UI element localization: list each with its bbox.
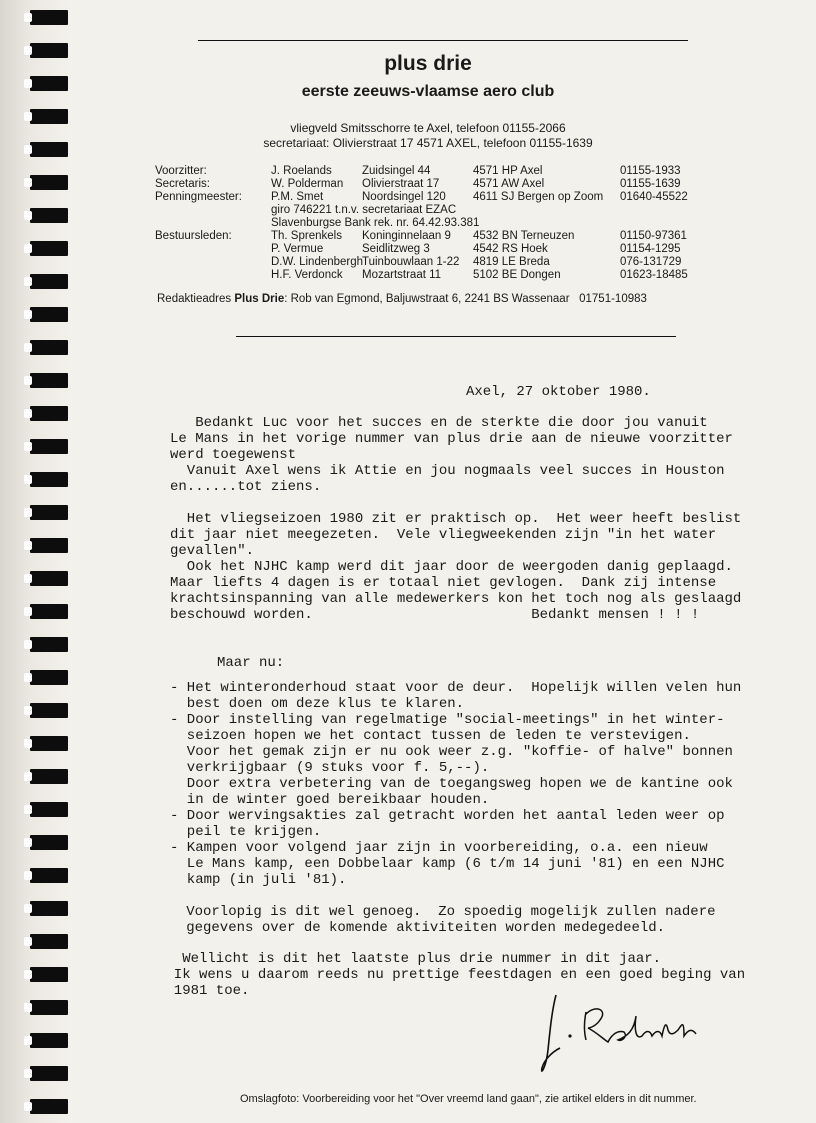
binding-ring <box>30 967 68 982</box>
board-role: Voorzitter: <box>155 165 207 177</box>
binding-ring <box>30 307 68 322</box>
board-member-postal-city: 5102 BE Dongen <box>473 269 561 281</box>
board-member-phone: 01155-1639 <box>620 178 681 190</box>
board-member-postal-city: 4532 BN Terneuzen <box>473 230 575 242</box>
board-member-postal-city: 4571 HP Axel <box>473 165 543 177</box>
binding-ring <box>30 571 68 586</box>
binding-ring <box>30 43 68 58</box>
board-member-name: W. Polderman <box>271 178 344 190</box>
board-member-name: H.F. Verdonck <box>271 269 343 281</box>
binding-ring <box>30 637 68 652</box>
board-member-name: P. Vermue <box>271 243 324 255</box>
binding-ring <box>30 736 68 751</box>
binding-ring <box>30 175 68 190</box>
magazine-title: plus drie <box>384 52 472 75</box>
spiral-binding <box>0 0 70 1123</box>
board-member-name: D.W. Lindenbergh <box>271 256 364 268</box>
board-role: Bestuursleden: <box>155 230 232 242</box>
board-member-phone: 076-131729 <box>620 256 682 268</box>
board-list <box>155 165 715 285</box>
letter-date: Axel, 27 oktober 1980. <box>466 384 651 400</box>
editorial-magazine: Plus Drie <box>234 293 285 305</box>
binding-ring <box>30 1033 68 1048</box>
binding-ring <box>30 274 68 289</box>
board-member-phone: 01640-45522 <box>620 191 688 203</box>
binding-ring <box>30 10 68 25</box>
editorial-address <box>157 293 647 305</box>
board-member-postal-city: 4611 SJ Bergen op Zoom <box>473 191 604 203</box>
binding-ring <box>30 802 68 817</box>
header-bottom-rule <box>236 336 676 337</box>
signature <box>538 990 698 1085</box>
binding-ring <box>30 703 68 718</box>
binding-ring <box>30 142 68 157</box>
board-member-name: Slavenburgse Bank rek. nr. 64.42.93.381 <box>271 217 480 229</box>
board-member-street: Seidlitzweg 3 <box>362 243 430 255</box>
airfield-address: vliegveld Smitsschorre te Axel, telefoon 01155-2066 <box>290 121 566 135</box>
binding-ring <box>30 1000 68 1015</box>
board-role: Secretaris: <box>155 178 210 190</box>
board-member-street: Mozartstraat 11 <box>362 269 442 281</box>
letter-plans-list: - Het winteronderhoud staat voor de deur. Hopelijk willen velen hun best doen om deze klus te klaren. - Door instelling van regelmatige "social-meetings" in het winter- seizoen hopen we het contact tussen de leden te verstevigen. Voor het gemak zijn er nu ook weer z.g. "koffie- of halve" bonnen verkrijgbaar (9 stuks voor f. 5,--). Door extra verbetering van de toegangsweg hopen we de kantine ook in de winter goed bereikbaar houden. - Door wervingsakties zal getracht worden het aantal leden weer op peil te krijgen. - Kampen voor volgend jaar zijn in voorbereiding, o.a. een nieuw Le Mans kamp, een Dobbelaar kamp (6 t/m 14 juni '81) en een NJHC kamp (in juli '81). <box>170 680 742 888</box>
binding-ring <box>30 1066 68 1081</box>
secretariat-address: secretariaat: Olivierstraat 17 4571 AXEL, telefoon 01155-1639 <box>263 136 593 150</box>
board-member-street: Olivierstraat 17 <box>362 178 440 190</box>
binding-ring <box>30 538 68 553</box>
board-role: Penningmeester: <box>155 191 242 203</box>
board-member-postal-city: 4819 LE Breda <box>473 256 550 268</box>
binding-ring <box>30 373 68 388</box>
editorial-label: Redaktieadres <box>157 293 232 305</box>
binding-ring <box>30 472 68 487</box>
binding-ring <box>30 604 68 619</box>
letter-paragraph-enough: Voorlopig is dit wel genoeg. Zo spoedig mogelijk zullen nadere gegevens over de komende aktiviteiten worden medegedeeld. <box>186 904 716 936</box>
board-member-phone: 01150-97361 <box>620 230 687 242</box>
board-member-street: Noordsingel 120 <box>362 191 446 203</box>
board-member-street: Tuinbouwlaan 1-22 <box>362 256 460 268</box>
binding-ring <box>30 208 68 223</box>
binding-ring <box>30 340 68 355</box>
board-member-postal-city: 4571 AW Axel <box>473 178 545 190</box>
editorial-phone: 01751-10983 <box>579 293 647 305</box>
binding-ring <box>30 934 68 949</box>
board-member-street: Koninginnelaan 9 <box>362 230 451 242</box>
binding-ring <box>30 439 68 454</box>
board-member-phone: 01623-18485 <box>620 269 688 281</box>
board-member-postal-city: 4542 RS Hoek <box>473 243 548 255</box>
letter-paragraph-thanks: Bedankt Luc voor het succes en de sterkte die door jou vanuit Le Mans in het vorige nummer van plus drie aan de nieuwe voorzitter werd toegewenst Vanuit Axel wens ik Attie en jou nogmaals veel succes in Houston en......tot ziens. <box>170 415 733 495</box>
board-member-name: J. Roelands <box>271 165 332 177</box>
letter-paragraph-greetings: Wellicht is dit het laatste plus drie nummer in dit jaar. Ik wens u daarom reeds nu prettige feestdagen en een goed beging van 1981 toe. <box>173 951 746 999</box>
binding-ring <box>30 901 68 916</box>
letter-maar-nu: Maar nu: <box>217 655 285 671</box>
club-name: eerste zeeuws-vlaamse aero club <box>301 83 555 100</box>
binding-ring <box>30 769 68 784</box>
binding-ring <box>30 76 68 91</box>
binding-ring <box>30 835 68 850</box>
binding-ring <box>30 241 68 256</box>
board-member-name: P.M. Smet <box>271 191 324 203</box>
board-member-phone: 01155-1933 <box>620 165 681 177</box>
board-member-name: Th. Sprenkels <box>271 230 342 242</box>
cover-photo-caption: Omslagfoto: Voorbereiding voor het "Over vreemd land gaan", zie artikel elders in dit nummer. <box>240 1093 697 1105</box>
board-member-street: Zuidsingel 44 <box>362 165 431 177</box>
top-rule <box>198 40 688 41</box>
binding-ring <box>30 406 68 421</box>
board-member-phone: 01154-1295 <box>620 243 681 255</box>
binding-ring <box>30 868 68 883</box>
binding-ring <box>30 109 68 124</box>
board-member-name: giro 746221 t.n.v. secretariaat EZAC <box>271 204 457 216</box>
editorial-address-text: : Rob van Egmond, Baljuwstraat 6, 2241 BS Wassenaar <box>284 293 570 305</box>
binding-ring <box>30 670 68 685</box>
letter-paragraph-season: Het vliegseizoen 1980 zit er praktisch op. Het weer heeft beslist dit jaar niet meegezeten. Vele vliegweekenden zijn "in het water gevallen". Ook het NJHC kamp werd dit jaar door de weergoden danig geplaagd. Maar liefts 4 dagen is er totaal niet gevlogen. Dank zij intense krachtsinspanning van alle medewerkers kon het toch nog als geslaagd beschouwd worden. Bedankt mensen ! ! ! <box>170 511 742 623</box>
binding-ring <box>30 505 68 520</box>
binding-ring <box>30 1099 68 1114</box>
